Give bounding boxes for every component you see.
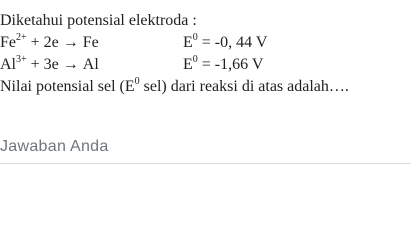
reaction-al-electrons: + 3e	[30, 56, 59, 73]
reaction-fe-equation	[0, 32, 99, 54]
question-prompt	[0, 76, 411, 98]
reaction-fe-arrow: →	[62, 34, 79, 51]
reaction-al-potential	[183, 54, 263, 76]
reaction-al-equation	[0, 54, 99, 76]
reaction-al-e-symbol: E	[183, 56, 193, 73]
reaction-fe-e-value: = -0, 44 V	[201, 34, 268, 51]
reaction-fe-electrons: + 2e	[30, 34, 59, 51]
question-intro: Diketahui potensial elektroda :	[0, 12, 197, 29]
reaction-fe-product: Fe	[82, 34, 99, 51]
reaction-al-charge: 3+	[16, 53, 27, 65]
question-prompt-after: sel) dari reaksi di atas adalah….	[139, 78, 349, 95]
reaction-al-product: Al	[82, 56, 99, 73]
reaction-fe-e-sup: 0	[192, 31, 198, 43]
reaction-al-ion: Al	[0, 56, 16, 73]
answer-input[interactable]	[0, 130, 411, 164]
reaction-al-e-value: = -1,66 V	[201, 56, 264, 73]
reaction-al	[0, 54, 411, 76]
question-prompt-before: Nilai potensial sel (E	[0, 78, 135, 95]
reaction-al-arrow: →	[62, 56, 79, 73]
reaction-fe	[0, 32, 411, 54]
reaction-fe-ion: Fe	[0, 34, 16, 51]
reaction-fe-e-symbol: E	[183, 34, 193, 51]
question-prompt-sup: 0	[134, 75, 140, 87]
question-text	[0, 10, 411, 98]
reaction-al-e-sup: 0	[192, 53, 198, 65]
reaction-fe-potential	[183, 32, 267, 54]
reaction-fe-charge: 2+	[16, 31, 27, 43]
